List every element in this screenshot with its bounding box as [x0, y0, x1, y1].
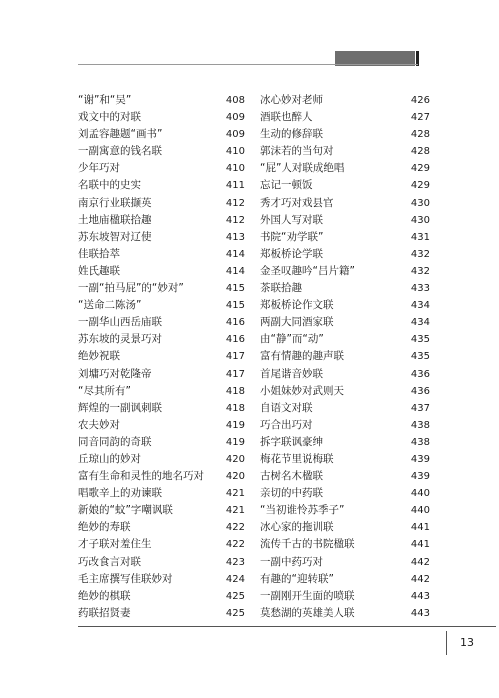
- toc-entry-title: “尽其所有”: [78, 384, 131, 397]
- toc-entry-page: 434: [410, 300, 430, 312]
- toc-entry: [78, 314, 245, 331]
- toc-entry-title: 一副“拍马屁”的“妙对”: [78, 282, 184, 295]
- toc-entry: [78, 92, 245, 109]
- page-number: 13: [460, 636, 474, 649]
- toc-entry: [78, 212, 245, 229]
- toc-entry-page: 437: [410, 402, 430, 414]
- toc-entry-title: 富有生命和灵性的地名巧对: [78, 470, 204, 483]
- toc-entry: [260, 109, 430, 126]
- toc-entry-page: 436: [410, 368, 430, 380]
- toc-entry: [260, 143, 430, 160]
- toc-entry-title: 名联中的史实: [78, 179, 141, 192]
- toc-entry-title: 古树名木楹联: [260, 470, 323, 483]
- toc-entry-page: 412: [225, 197, 245, 209]
- toc-entry-title: 绝妙的寿联: [78, 521, 131, 534]
- toc-entry: [78, 177, 245, 194]
- toc-entry-page: 428: [410, 129, 430, 141]
- toc-entry: [260, 229, 430, 246]
- toc-entry-page: 428: [410, 146, 430, 158]
- toc-entry-title: 姓氏趣联: [78, 264, 120, 277]
- toc-entry-page: 417: [225, 351, 245, 363]
- header-rule: [78, 64, 418, 65]
- toc-entry-page: 408: [225, 95, 245, 106]
- toc-entry-title: 毛主席撰写佳联妙对: [78, 572, 173, 585]
- toc-entry: [78, 383, 245, 400]
- toc-entry-page: 418: [225, 385, 245, 397]
- toc-entry: [260, 400, 430, 417]
- toc-entry: [78, 297, 245, 314]
- toc-entry-page: 442: [410, 556, 430, 568]
- toc-entry: [78, 451, 245, 468]
- toc-entry-page: 429: [410, 180, 430, 192]
- toc-entry-page: 439: [410, 471, 430, 483]
- toc-entry-page: 414: [225, 265, 245, 277]
- toc-entry-page: 435: [410, 334, 430, 346]
- toc-entry: [78, 468, 245, 485]
- toc-entry: [260, 195, 430, 212]
- toc-entry-title: 绝妙的棋联: [78, 589, 131, 602]
- toc-entry-page: 416: [225, 334, 245, 346]
- toc-entry-title: 才子联对羞住生: [78, 538, 152, 551]
- toc-entry-page: 422: [225, 522, 245, 534]
- toc-entry-title: “谢”和“吴”: [78, 94, 132, 106]
- toc-entry-page: 438: [410, 419, 430, 431]
- toc-entry-page: 421: [225, 505, 245, 517]
- toc-entry-page: 413: [225, 231, 245, 243]
- toc-entry: [260, 485, 430, 502]
- toc-entry-page: 419: [225, 436, 245, 448]
- toc-entry: [260, 451, 430, 468]
- toc-entry-title: 土地庙楹联拾趣: [78, 213, 152, 226]
- toc-column-left: [78, 92, 245, 622]
- toc-entry-title: 药联招贤妻: [78, 606, 131, 619]
- toc-entry-title: 冰心家的拖训联: [260, 521, 334, 534]
- toc-entry-page: 443: [410, 590, 430, 602]
- toc-entry-title: 亲切的中药联: [260, 487, 323, 500]
- toc-entry: [260, 263, 430, 280]
- toc-entry-title: 梅花节里说梅联: [260, 452, 334, 465]
- toc-entry-page: 422: [225, 539, 245, 551]
- toc-entry: [260, 280, 430, 297]
- toc-entry-title: 巧改食言对联: [78, 555, 141, 568]
- toc-entry-title: 唱歌辛上的劝谏联: [78, 487, 162, 500]
- toc-entry-title: 拆字联讽豪绅: [260, 435, 323, 448]
- toc-entry-page: 435: [410, 351, 430, 363]
- toc-entry: [78, 571, 245, 588]
- toc-entry-title: 首尾谐音妙联: [260, 367, 323, 380]
- toc-entry-page: 425: [225, 607, 245, 619]
- toc-entry-title: 新娘的“蚊”字嘲讽联: [78, 504, 173, 517]
- toc-entry-page: 420: [225, 453, 245, 465]
- toc-entry: [78, 143, 245, 160]
- toc-entry-title: 南京行业联撷英: [78, 196, 152, 209]
- toc-entry: [260, 383, 430, 400]
- toc-entry: [260, 212, 430, 229]
- toc-entry: [78, 229, 245, 246]
- toc-entry-title: 一副中药巧对: [260, 555, 323, 568]
- toc-entry: [78, 588, 245, 605]
- toc-entry-page: 434: [410, 317, 430, 329]
- toc-entry: [78, 280, 245, 297]
- toc-entry-page: 433: [410, 283, 430, 295]
- toc-entry-title: “屁”人对联成绝唱: [260, 162, 345, 175]
- toc-entry-page: 440: [410, 505, 430, 517]
- toc-entry: [260, 605, 430, 622]
- toc-entry-page: 417: [225, 368, 245, 380]
- toc-entry-page: 423: [225, 556, 245, 568]
- toc-entry-title: 富有情趣的趣声联: [260, 350, 344, 363]
- toc-entry-title: 一副华山西岳庙联: [78, 316, 162, 329]
- toc-entry: [260, 588, 430, 605]
- toc-entry: [78, 126, 245, 143]
- toc-entry: [78, 536, 245, 553]
- toc-entry-page: 440: [410, 488, 430, 500]
- toc-entry-title: 流传千古的书院楹联: [260, 538, 355, 551]
- toc-entry-page: 430: [410, 197, 430, 209]
- toc-entry-title: 酒联也醉人: [260, 111, 313, 124]
- toc-entry-title: 丘琼山的妙对: [78, 452, 141, 465]
- toc-entry-title: 一副刚开生面的喷联: [260, 589, 355, 602]
- toc-entry-page: 421: [225, 488, 245, 500]
- toc-entry-title: 金圣叹趣吟“吕片籍”: [260, 264, 355, 277]
- toc-entry-page: 441: [410, 522, 430, 534]
- toc-entry: [78, 109, 245, 126]
- toc-entry-title: 辉煌的一副讽刺联: [78, 401, 162, 414]
- toc-entry: [260, 554, 430, 571]
- toc-entry-title: 同音同韵的奇联: [78, 435, 152, 448]
- toc-entry-title: “送命二陈汤”: [78, 299, 142, 312]
- toc-entry-page: 441: [410, 539, 430, 551]
- toc-entry-title: 书院“劝学联”: [260, 230, 324, 243]
- toc-entry-title: 忘记一顿饭: [260, 179, 313, 192]
- toc-entry-title: 刘墉巧对乾隆帝: [78, 367, 152, 380]
- toc-entry-title: 农夫妙对: [78, 418, 120, 431]
- toc-entry-page: 438: [410, 436, 430, 448]
- toc-entry: [78, 331, 245, 348]
- toc-entry-title: 少年巧对: [78, 162, 120, 175]
- toc-entry-page: 411: [225, 180, 245, 192]
- toc-entry-title: 秀才巧对戏县官: [260, 196, 334, 209]
- toc-entry: [260, 468, 430, 485]
- toc-entry: [78, 502, 245, 519]
- toc-entry-title: 两副大同酒家联: [260, 316, 334, 329]
- toc-entry: [78, 348, 245, 365]
- toc-entry-title: 郭沫若的当句对: [260, 145, 334, 158]
- toc-entry-page: 424: [225, 573, 245, 585]
- toc-entry-title: 自语文对联: [260, 401, 313, 414]
- toc-entry-title: 苏东坡的灵景巧对: [78, 333, 162, 346]
- toc-entry: [260, 348, 430, 365]
- toc-entry: [78, 485, 245, 502]
- toc-entry-title: 佳联拾萃: [78, 247, 120, 260]
- toc-entry-title: 外国人写对联: [260, 213, 323, 226]
- toc-entry-title: 小姐妹妙对武则天: [260, 384, 344, 397]
- toc-entry: [260, 160, 430, 177]
- toc-entry: [260, 571, 430, 588]
- toc-entry-title: 戏文中的对联: [78, 111, 141, 124]
- toc-entry: [260, 502, 430, 519]
- toc-entry-title: 郑板桥论学联: [260, 247, 323, 260]
- toc-entry: [260, 536, 430, 553]
- toc-entry-page: 432: [410, 248, 430, 260]
- toc-entry-page: 416: [225, 317, 245, 329]
- toc-entry-page: 415: [225, 300, 245, 312]
- toc-entry: [78, 400, 245, 417]
- toc-entry-title: “当初谁怜苏季子”: [260, 504, 345, 517]
- toc-entry: [260, 519, 430, 536]
- toc-entry-page: 432: [410, 265, 430, 277]
- toc-entry-title: 有趣的“迎转联”: [260, 572, 334, 585]
- toc-entry: [78, 366, 245, 383]
- toc-entry: [78, 554, 245, 571]
- toc-entry: [260, 126, 430, 143]
- toc-entry-title: 一副寓意的钱名联: [78, 145, 162, 158]
- toc-entry: [78, 160, 245, 177]
- toc-entry: [78, 417, 245, 434]
- toc-entry: [260, 297, 430, 314]
- toc-entry-page: 410: [225, 146, 245, 158]
- toc-entry-title: 苏东坡智对辽使: [78, 230, 152, 243]
- toc-entry-page: 420: [225, 471, 245, 483]
- toc-entry-page: 443: [410, 607, 430, 619]
- toc-entry: [78, 605, 245, 622]
- toc-entry-page: 414: [225, 248, 245, 260]
- toc-entry-page: 412: [225, 214, 245, 226]
- toc-entry-page: 415: [225, 283, 245, 295]
- toc-entry: [260, 417, 430, 434]
- toc-entry: [260, 434, 430, 451]
- toc-entry: [78, 519, 245, 536]
- toc-column-right: [260, 92, 430, 622]
- toc-entry-page: 425: [225, 590, 245, 602]
- toc-entry-title: 巧合出巧对: [260, 418, 313, 431]
- toc-entry-page: 442: [410, 573, 430, 585]
- toc-entry-page: 410: [225, 163, 245, 175]
- toc-entry: [78, 195, 245, 212]
- toc-entry-page: 409: [225, 129, 245, 141]
- toc-entry: [78, 263, 245, 280]
- toc-entry-title: 生动的修辞联: [260, 128, 323, 141]
- toc-entry-page: 418: [225, 402, 245, 414]
- toc-entry-page: 427: [410, 112, 430, 124]
- toc-entry-page: 429: [410, 163, 430, 175]
- toc-entry-title: 绝妙祝联: [78, 350, 120, 363]
- toc-entry-page: 426: [410, 95, 430, 106]
- toc-entry: [78, 434, 245, 451]
- toc-entry-page: 430: [410, 214, 430, 226]
- toc-entry-page: 431: [410, 231, 430, 243]
- toc-entry-title: 刘孟容趣题“画书”: [78, 128, 163, 141]
- toc-entry-title: 莫愁湖的英雄美人联: [260, 606, 355, 619]
- footer-rule: [78, 626, 496, 627]
- toc-entry: [260, 366, 430, 383]
- toc-entry: [260, 246, 430, 263]
- toc-entry-title: 郑板桥论作文联: [260, 299, 334, 312]
- toc-entry: [78, 246, 245, 263]
- toc-entry: [260, 92, 430, 109]
- toc-entry: [260, 314, 430, 331]
- toc-entry-title: 冰心妙对老师: [260, 94, 323, 106]
- toc-entry: [260, 331, 430, 348]
- toc-entry: [260, 177, 430, 194]
- toc-entry-page: 439: [410, 453, 430, 465]
- toc-entry-page: 419: [225, 419, 245, 431]
- toc-entry-title: 茶联拾趣: [260, 282, 302, 295]
- toc-entry-page: 436: [410, 385, 430, 397]
- toc-entry-page: 409: [225, 112, 245, 124]
- toc-entry-title: 由“静”而“动”: [260, 333, 324, 346]
